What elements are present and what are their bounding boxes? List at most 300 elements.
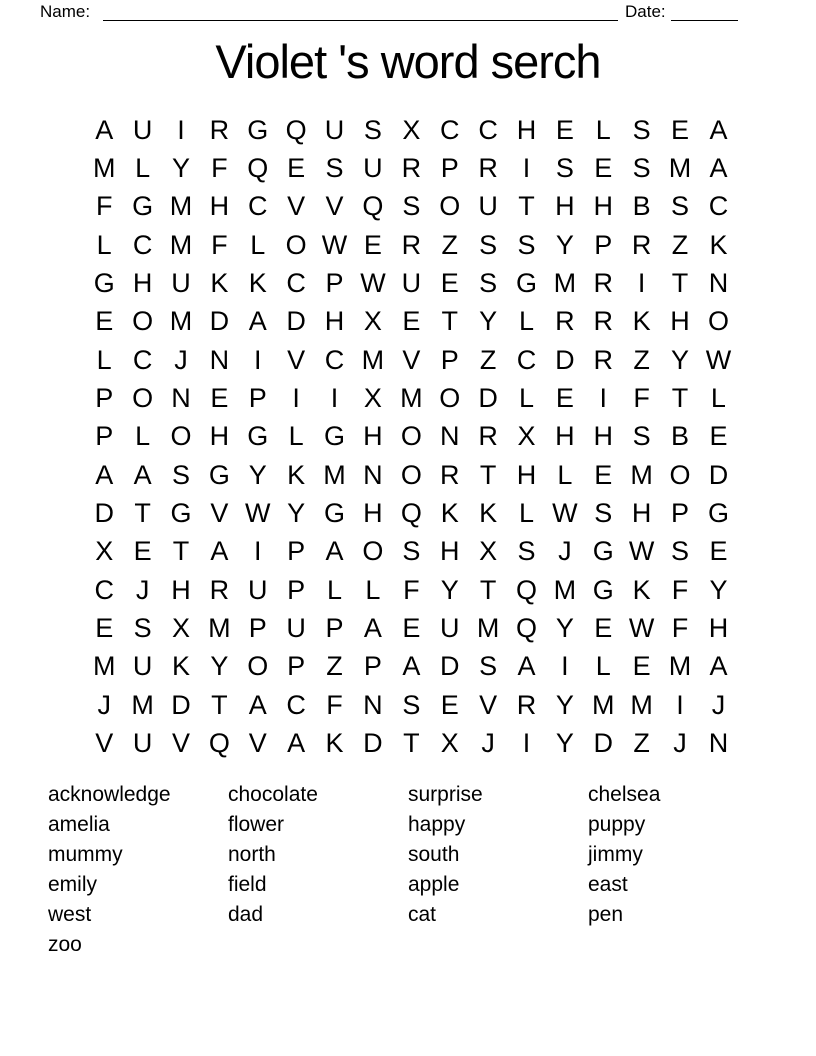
grid-cell: F — [671, 574, 689, 605]
grid-cell: O — [170, 421, 192, 452]
grid-cell: U — [439, 613, 460, 644]
grid-cell: M — [553, 268, 577, 299]
grid-cell: Q — [362, 191, 384, 222]
grid-cell: D — [439, 651, 460, 682]
grid-cell: M — [169, 229, 193, 260]
word-list-item: field — [228, 872, 267, 896]
grid-cell: M — [630, 689, 653, 720]
grid-cell: R — [209, 574, 230, 605]
grid-cell: M — [169, 306, 193, 337]
grid-cell: S — [632, 421, 651, 452]
grid-cell: N — [439, 421, 460, 452]
grid-cell: L — [557, 459, 573, 490]
grid-cell: U — [401, 268, 422, 299]
grid-cell: V — [479, 689, 498, 720]
grid-cell: R — [439, 459, 460, 490]
grid-cell: R — [401, 229, 422, 260]
name-label: Name: — [40, 2, 91, 21]
grid-cell: S — [171, 459, 190, 490]
word-list-item: surprise — [408, 783, 483, 806]
grid-cell: T — [479, 574, 497, 605]
grid-cell: X — [402, 114, 421, 145]
grid-cell: P — [325, 613, 344, 644]
grid-cell: P — [287, 651, 306, 682]
grid-cell: R — [593, 344, 614, 375]
grid-cell: H — [516, 114, 537, 145]
grid-cell: A — [363, 613, 382, 644]
grid-cell: Q — [515, 613, 537, 644]
grid-cell: O — [285, 229, 307, 260]
grid-cell: Z — [326, 651, 343, 682]
grid-cell: M — [592, 689, 615, 720]
grid-cell: D — [286, 306, 306, 337]
grid-cell: S — [133, 613, 152, 644]
grid-cell: W — [552, 498, 578, 529]
grid-cell: Y — [171, 153, 190, 184]
grid-cell: P — [363, 651, 382, 682]
word-list-item: happy — [408, 812, 466, 836]
grid-cell: Y — [440, 574, 459, 605]
grid-cell: E — [632, 651, 651, 682]
grid-cell: P — [95, 421, 114, 452]
grid-cell: M — [668, 651, 692, 682]
grid-cell: H — [670, 306, 690, 337]
grid-cell: I — [254, 536, 262, 567]
grid-cell: E — [555, 114, 574, 145]
grid-cell: Q — [208, 728, 230, 759]
grid-cell: F — [671, 613, 689, 644]
grid-cell: Y — [555, 613, 574, 644]
grid-cell: Y — [555, 229, 574, 260]
grid-cell: L — [518, 383, 534, 414]
grid-cell: Y — [210, 651, 229, 682]
grid-cell: A — [248, 689, 267, 720]
grid-cell: R — [555, 306, 575, 337]
grid-cell: L — [96, 229, 112, 260]
grid-cell: D — [209, 306, 230, 337]
grid-cell: R — [631, 229, 652, 260]
grid-cell: S — [479, 651, 498, 682]
grid-cell: G — [208, 459, 230, 490]
grid-cell: M — [553, 574, 577, 605]
grid-cell: T — [211, 689, 228, 720]
grid-cell: D — [478, 383, 498, 414]
grid-cell: N — [708, 728, 729, 759]
grid-cell: R — [478, 153, 498, 184]
grid-cell: D — [593, 728, 614, 759]
grid-cell: M — [169, 191, 193, 222]
grid-cell: S — [632, 114, 651, 145]
grid-cell: O — [362, 536, 384, 567]
grid-cell: Q — [247, 153, 269, 184]
grid-cell: H — [363, 498, 383, 529]
grid-cell: P — [440, 153, 459, 184]
grid-cell: G — [515, 268, 537, 299]
grid-cell: V — [95, 728, 114, 759]
grid-cell: Y — [709, 574, 728, 605]
grid-cell: N — [209, 344, 230, 375]
grid-cell: P — [248, 613, 267, 644]
grid-cell: H — [209, 191, 230, 222]
grid-cell: K — [171, 651, 190, 682]
grid-cell: A — [287, 728, 306, 759]
word-list-item: puppy — [588, 812, 646, 836]
grid-cell: Z — [671, 229, 689, 260]
grid-cell: R — [401, 153, 422, 184]
grid-cell: I — [330, 383, 339, 414]
word-list-item: zoo — [48, 932, 82, 956]
grid-cell: H — [631, 498, 652, 529]
grid-cell: H — [593, 421, 614, 452]
grid-cell: M — [208, 613, 231, 644]
grid-cell: H — [708, 613, 729, 644]
grid-cell: E — [363, 229, 382, 260]
grid-cell: A — [709, 114, 728, 145]
grid-cell: K — [325, 728, 344, 759]
grid-cell: G — [592, 574, 614, 605]
grid-cell: L — [327, 574, 343, 605]
grid-cell: Y — [671, 344, 690, 375]
grid-cell: A — [95, 114, 114, 145]
word-list-item: apple — [408, 872, 460, 896]
grid-cell: G — [324, 421, 346, 452]
grid-cell: C — [478, 114, 498, 145]
grid-cell: C — [286, 689, 306, 720]
grid-cell: C — [132, 344, 153, 375]
grid-cell: O — [400, 421, 422, 452]
grid-cell: H — [171, 574, 191, 605]
grid-cell: O — [400, 459, 422, 490]
grid-cell: W — [321, 229, 348, 260]
grid-cell: F — [95, 191, 113, 222]
grid-cell: S — [363, 114, 382, 145]
grid-cell: D — [708, 459, 729, 490]
grid-cell: X — [479, 536, 498, 567]
grid-cell: O — [247, 651, 269, 682]
grid-cell: S — [594, 498, 613, 529]
word-list-item: north — [228, 842, 276, 866]
grid-cell: K — [248, 268, 267, 299]
grid-cell: L — [135, 153, 151, 184]
grid-cell: C — [286, 268, 306, 299]
grid-cell: E — [95, 306, 114, 337]
grid-cell: S — [402, 689, 421, 720]
grid-cell: C — [708, 191, 729, 222]
grid-cell: C — [516, 344, 537, 375]
grid-cell: T — [671, 268, 689, 299]
grid-cell: G — [170, 498, 192, 529]
grid-cell: L — [250, 229, 266, 260]
word-list-column — [408, 780, 588, 959]
grid-cell: T — [518, 191, 535, 222]
grid-cell: W — [628, 613, 655, 644]
date-label: Date: — [625, 2, 666, 21]
grid-cell: A — [325, 536, 344, 567]
grid-cell: R — [593, 268, 614, 299]
grid-cell: X — [363, 306, 382, 337]
grid-cell: I — [637, 268, 646, 299]
grid-cell: F — [403, 574, 420, 605]
grid-cell: S — [555, 153, 574, 184]
grid-cell: O — [707, 306, 729, 337]
grid-cell: G — [132, 191, 154, 222]
grid-cell: I — [561, 651, 569, 682]
grid-cell: G — [707, 498, 729, 529]
grid-cell: F — [633, 383, 650, 414]
grid-cell: D — [555, 344, 575, 375]
grid-cell: K — [632, 306, 651, 337]
grid-cell: Y — [287, 498, 306, 529]
grid-cell: H — [363, 421, 383, 452]
grid-cell: Q — [285, 114, 307, 145]
grid-cell: G — [93, 268, 115, 299]
grid-cell: S — [671, 536, 690, 567]
grid-cell: E — [402, 613, 421, 644]
grid-cell: E — [95, 613, 114, 644]
grid-cell: J — [481, 728, 495, 759]
grid-cell: W — [360, 268, 386, 299]
grid-cell: W — [705, 344, 732, 375]
grid-cell: E — [440, 689, 459, 720]
grid-cell: T — [671, 383, 689, 414]
grid-cell: Y — [248, 459, 267, 490]
grid-cell: L — [365, 574, 381, 605]
grid-cell: L — [518, 498, 534, 529]
grid-cell: T — [172, 536, 190, 567]
grid-cell: U — [248, 574, 268, 605]
grid-cell: H — [324, 306, 345, 337]
grid-cell: P — [287, 574, 306, 605]
grid-cell: A — [517, 651, 536, 682]
word-list-item: south — [408, 842, 460, 866]
grid-cell: V — [287, 344, 306, 375]
grid-cell: U — [132, 114, 153, 145]
grid-cell: M — [400, 383, 423, 414]
grid-cell: E — [709, 421, 728, 452]
grid-cell: I — [599, 383, 608, 414]
grid-cell: O — [132, 306, 154, 337]
grid-cell: W — [628, 536, 655, 567]
grid-cell: K — [440, 498, 459, 529]
grid-cell: P — [671, 498, 690, 529]
grid-cell: C — [324, 344, 345, 375]
grid-cell: V — [171, 728, 190, 759]
grid-cell: J — [135, 574, 150, 605]
grid-cell: A — [133, 459, 152, 490]
word-list-column — [48, 780, 228, 959]
grid-cell: S — [325, 153, 344, 184]
grid-cell: L — [595, 114, 611, 145]
grid-cell: D — [171, 689, 191, 720]
grid-cell: N — [363, 459, 383, 490]
grid-cell: E — [709, 536, 728, 567]
grid-cell: L — [518, 306, 534, 337]
grid-cell: A — [402, 651, 421, 682]
grid-cell: S — [517, 536, 536, 567]
grid-cell: J — [174, 344, 188, 375]
grid-cell: G — [247, 114, 269, 145]
grid-cell: E — [555, 383, 574, 414]
grid-cell: L — [710, 383, 726, 414]
grid-cell: H — [132, 268, 153, 299]
page-title: Violet 's word serch — [215, 35, 601, 88]
grid-cell: K — [709, 229, 728, 260]
grid-cell: F — [211, 229, 228, 260]
grid-cell: I — [177, 114, 185, 145]
grid-cell: O — [439, 191, 461, 222]
grid-cell: L — [135, 421, 151, 452]
grid-cell: V — [248, 728, 267, 759]
word-list-item: emily — [48, 872, 98, 896]
grid-cell: T — [479, 459, 497, 490]
grid-cell: B — [632, 191, 651, 222]
grid-cell: I — [522, 728, 531, 759]
grid-cell: Z — [633, 344, 650, 375]
grid-cell: N — [363, 689, 383, 720]
grid-cell: L — [288, 421, 304, 452]
grid-cell: M — [668, 153, 692, 184]
grid-cell: M — [476, 613, 500, 644]
grid-cell: Y — [555, 689, 574, 720]
grid-cell: U — [324, 114, 345, 145]
grid-cell: E — [402, 306, 421, 337]
grid-cell: R — [593, 306, 614, 337]
grid-cell: T — [441, 306, 458, 337]
grid-cell: C — [94, 574, 114, 605]
grid-cell: A — [210, 536, 229, 567]
grid-cell: H — [555, 191, 575, 222]
grid-cell: Q — [515, 574, 537, 605]
grid-cell: E — [210, 383, 229, 414]
grid-cell: H — [555, 421, 575, 452]
grid-cell: N — [708, 268, 729, 299]
grid-cell: W — [245, 498, 271, 529]
grid-cell: P — [287, 536, 306, 567]
word-list-item: acknowledge — [48, 783, 171, 806]
grid-cell: E — [671, 114, 690, 145]
grid-cell: H — [439, 536, 460, 567]
grid-cell: E — [594, 613, 613, 644]
grid-cell: C — [439, 114, 460, 145]
grid-cell: S — [402, 191, 421, 222]
grid-cell: B — [671, 421, 690, 452]
grid-cell: Q — [400, 498, 422, 529]
grid-cell: O — [439, 383, 461, 414]
grid-cell: C — [248, 191, 268, 222]
grid-cell: P — [325, 268, 344, 299]
grid-cell: O — [669, 459, 691, 490]
grid-cell: G — [592, 536, 614, 567]
grid-cell: I — [676, 689, 684, 720]
grid-cell: P — [440, 344, 459, 375]
grid-cell: E — [440, 268, 459, 299]
grid-cell: L — [96, 344, 112, 375]
word-list-item: east — [588, 872, 628, 896]
grid-cell: I — [292, 383, 300, 414]
word-list-column — [228, 780, 408, 959]
word-list-item: amelia — [48, 812, 110, 836]
grid-cell: R — [516, 689, 537, 720]
grid-cell: K — [287, 459, 306, 490]
word-list-item: west — [48, 902, 92, 926]
word-list-item: jimmy — [588, 842, 643, 866]
grid-cell: S — [479, 268, 498, 299]
grid-cell: I — [522, 153, 531, 184]
grid-cell: A — [95, 459, 114, 490]
grid-cell: U — [132, 728, 153, 759]
grid-cell: X — [95, 536, 114, 567]
grid-cell: S — [632, 153, 651, 184]
grid-cell: H — [593, 191, 614, 222]
grid-cell: V — [325, 191, 344, 222]
name-write-line — [103, 0, 618, 21]
grid-cell: T — [403, 728, 420, 759]
grid-cell: M — [92, 651, 116, 682]
grid-cell: U — [286, 613, 306, 644]
word-list-column — [588, 780, 768, 959]
grid-cell: I — [254, 344, 262, 375]
word-list-item: chelsea — [588, 783, 661, 806]
grid-cell: K — [632, 574, 651, 605]
grid-cell: A — [248, 306, 267, 337]
grid-cell: A — [709, 153, 728, 184]
word-list-item: flower — [228, 812, 285, 836]
grid-cell: G — [247, 421, 269, 452]
grid-cell: R — [478, 421, 498, 452]
grid-cell: V — [402, 344, 421, 375]
grid-cell: F — [211, 153, 228, 184]
grid-cell: V — [287, 191, 306, 222]
grid-cell: L — [595, 651, 611, 682]
word-list-item: chocolate — [228, 783, 318, 806]
grid-cell: H — [209, 421, 230, 452]
grid-cell: X — [440, 728, 459, 759]
grid-cell: S — [517, 229, 536, 260]
grid-cell: E — [133, 536, 152, 567]
grid-cell: H — [516, 459, 537, 490]
grid-cell: U — [171, 268, 191, 299]
grid-cell: J — [673, 728, 687, 759]
grid-cell: X — [517, 421, 536, 452]
grid-cell: R — [209, 114, 230, 145]
grid-cell: M — [131, 689, 154, 720]
grid-cell: Z — [633, 728, 650, 759]
grid-cell: G — [324, 498, 346, 529]
grid-cell: P — [95, 383, 114, 414]
grid-cell: D — [94, 498, 114, 529]
grid-cell: X — [171, 613, 190, 644]
grid-cell: J — [97, 689, 111, 720]
grid-cell: J — [558, 536, 572, 567]
grid-cell: M — [323, 459, 346, 490]
word-list-item: mummy — [48, 842, 123, 866]
grid-cell: Z — [479, 344, 497, 375]
grid-cell: J — [711, 689, 726, 720]
grid-cell: D — [363, 728, 383, 759]
grid-cell: Y — [555, 728, 574, 759]
grid-cell: T — [134, 498, 151, 529]
word-list — [48, 780, 768, 959]
grid-cell: S — [402, 536, 421, 567]
grid-cell: Y — [479, 306, 498, 337]
grid-cell: U — [363, 153, 383, 184]
word-list-item: pen — [588, 902, 624, 926]
grid-cell: F — [326, 689, 343, 720]
grid-cell: S — [671, 191, 690, 222]
date-write-line — [671, 0, 738, 21]
grid-cell: Z — [441, 229, 458, 260]
grid-cell: A — [709, 651, 728, 682]
